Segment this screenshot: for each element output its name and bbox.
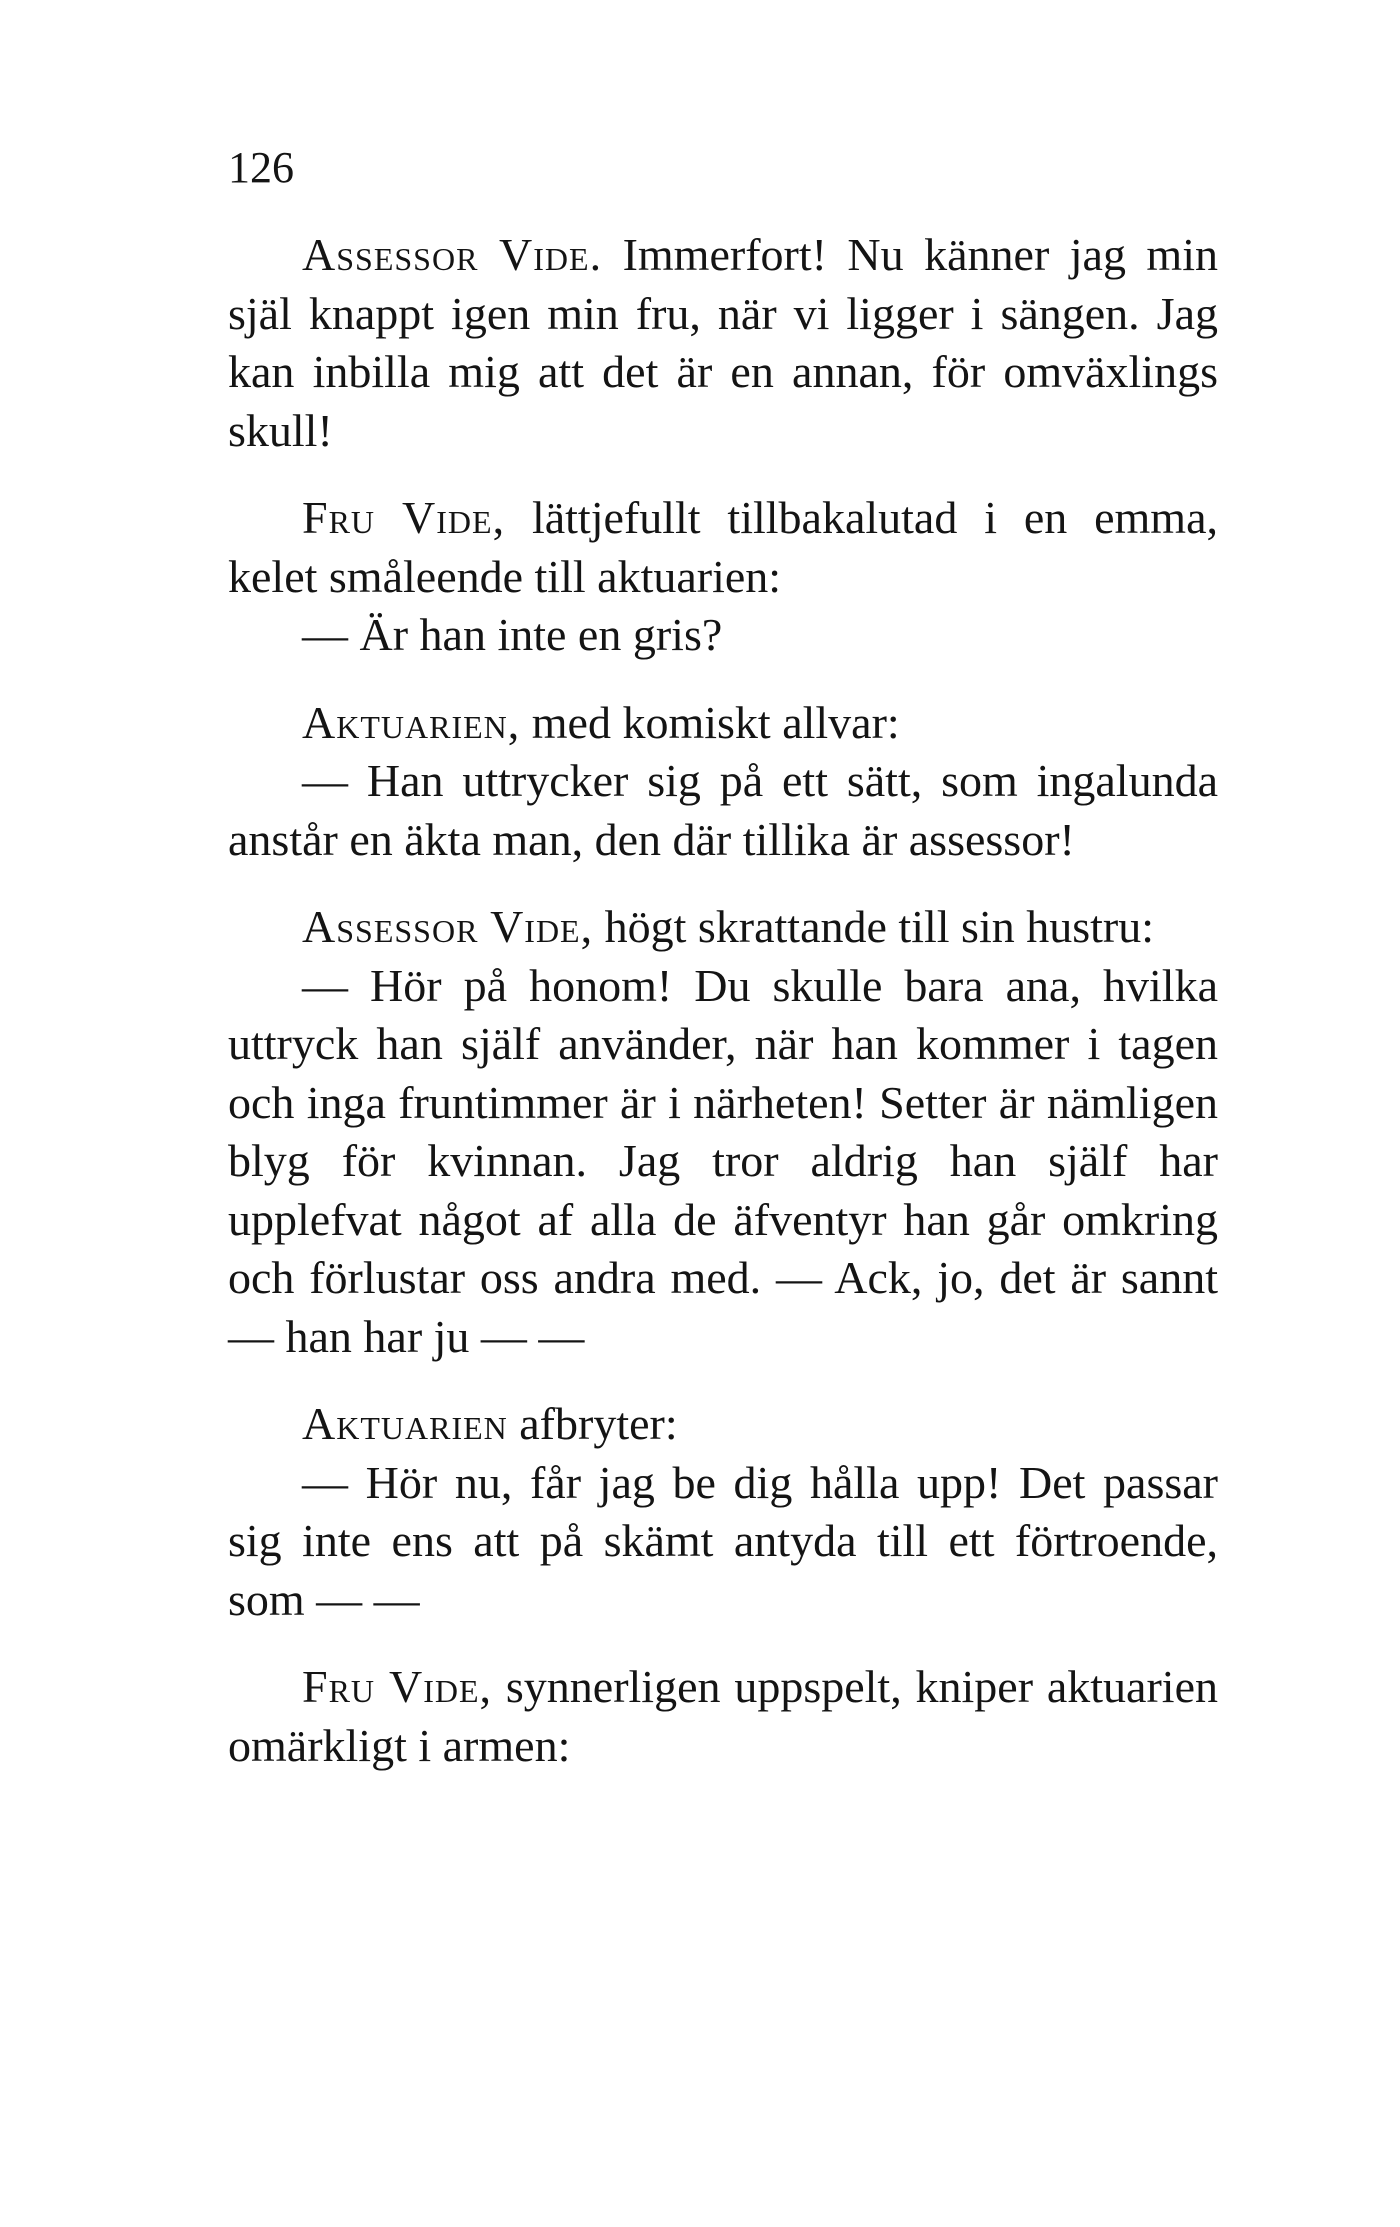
speaker-name: Fru Vide,: [302, 1661, 493, 1712]
stage-direction: [228, 694, 1218, 753]
text-body: [228, 226, 1218, 1775]
dialogue-text: — Hör nu, får jag be dig hålla upp! Det passar sig inte ens att på skämt antyda till ett förtroende, som — —: [228, 1456, 1218, 1625]
stage-direction-text: med komiskt allvar:: [520, 696, 900, 748]
stage-direction-text: högt skrattande till sin hustru:: [593, 901, 1155, 952]
dialogue-line: [228, 1454, 1218, 1630]
speaker-name: Assessor Vide.: [302, 229, 603, 280]
speaker-name: Aktuarien: [302, 1398, 508, 1449]
dialogue-line: [228, 752, 1218, 869]
speaker-name: Assessor Vide,: [302, 901, 594, 952]
dialogue-line: [228, 957, 1218, 1367]
stage-direction-text: lättjefullt tillbakalutad i en emma, kelet småleende till aktuarien:: [228, 492, 1218, 602]
stage-direction: [228, 1395, 1218, 1454]
speaker-name: Aktuarien,: [302, 696, 521, 748]
stage-direction-text: afbryter:: [507, 1398, 678, 1449]
dialogue-text: Immerfort! Nu känner jag min själ knappt igen min fru, när vi ligger i sängen. Jag kan inbilla mig att det är en annan, för omväxlings skull!: [228, 229, 1218, 456]
dialogue-text: — Han uttrycker sig på ett sätt, som ingalunda anstår en äkta man, den där tillika är assessor!: [228, 755, 1218, 865]
speaker-name: Fru Vide,: [302, 492, 506, 543]
dialogue-text: — Hör på honom! Du skulle bara ana, hvilka uttryck han själf använder, när han kommer i tagen och inga fruntimmer är i närheten! Setter är nämligen blyg för kvinnan. Jag tror aldrig han själf har upplefvat något af alla de äfventyr han går omkring och förlustar oss andra med. — Ack, jo, det är sannt — han har ju — —: [228, 959, 1218, 1362]
page-number: 126: [228, 143, 294, 192]
stage-direction: [228, 898, 1218, 957]
stage-direction-text: synnerligen uppspelt, kniper aktuarien omärkligt i armen:: [228, 1661, 1218, 1771]
dialogue-line: [228, 606, 1218, 665]
dialogue-text: — Är han inte en gris?: [302, 609, 723, 660]
stage-direction: [228, 226, 1218, 460]
stage-direction: [228, 1658, 1218, 1775]
stage-direction: [228, 489, 1218, 606]
